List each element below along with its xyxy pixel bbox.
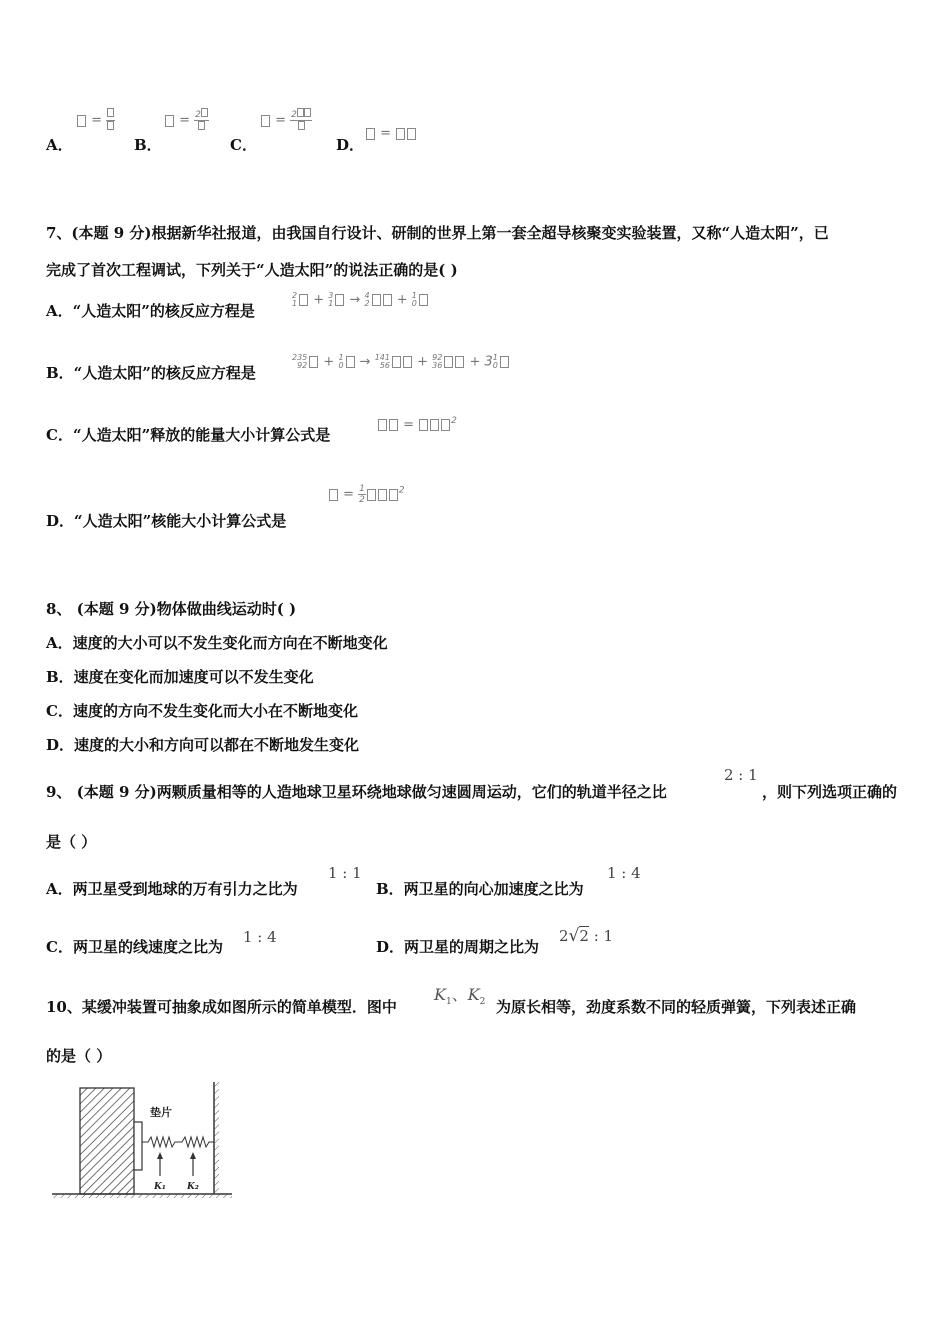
k2-arrow-head <box>190 1152 196 1159</box>
q10-k2-sub: 2 <box>479 997 486 1008</box>
q9-stem-line2: 是（ ） <box>46 833 97 851</box>
q9-option-a-ratio: 1 : 1 <box>328 864 362 882</box>
q8-option-d: D．速度的大小和方向可以都在不断地发生变化 <box>46 736 360 754</box>
q7-option-c <box>46 424 330 445</box>
q10-k1: K <box>434 985 446 1004</box>
q9-stem-post: ，则下列选项正确的 <box>762 783 898 801</box>
q7-stem-line1: 7、(本题 9 分)根据新华社报道，由我国自行设计、研制的世界上第一套全超导核聚变实验装置，又称“人造太阳”，已 <box>46 224 829 242</box>
q7-formula-b: 235 92 + 1 0 → 141 56 + 92 36 + 3 1 0 <box>292 354 510 370</box>
q9-option-d-ratio: 2√2 : 1 <box>559 926 614 946</box>
spring-k1 <box>142 1137 178 1147</box>
q8-option-b: B．速度在变化而加速度可以不发生变化 <box>46 668 314 686</box>
q6-option-b-label: B． <box>134 136 162 154</box>
q8-stem: 8、 (本题 9 分)物体做曲线运动时( ) <box>46 600 297 618</box>
q7-option-c-text: C．“人造太阳”释放的能量大小计算公式是 <box>46 426 331 444</box>
q6-formula-b: = 2 <box>164 108 209 133</box>
q6-option-d-label: D． <box>336 136 365 154</box>
q7-formula-a: 2 1 + 3 1 → 4 2 + 1 0 <box>292 292 429 308</box>
q7-option-a-text: A．“人造太阳”的核反应方程是 <box>46 302 255 320</box>
q7-option-b <box>46 362 256 383</box>
q9-stem-pre: 9、 (本题 9 分)两颗质量相等的人造地球卫星环绕地球做匀速圆周运动，它们的轨道半径之比 <box>46 783 667 801</box>
q9-option-d-ratio-coef: 2 <box>559 927 569 945</box>
q9-option-b: B．两卫星的向心加速度之比为 <box>376 880 584 898</box>
q7-formula-d: = $\frac{1}{2}$ $^2$ <box>328 484 405 505</box>
q10-k1-sub: 1 <box>445 997 452 1008</box>
q9-option-d: D．两卫星的周期之比为 <box>376 938 540 956</box>
spring-k2 <box>178 1137 214 1147</box>
q9-option-b-ratio: 1 : 4 <box>607 864 641 882</box>
q6-option-b <box>134 134 162 155</box>
q6-option-c-label: C． <box>230 136 257 154</box>
q7-stem-line2: 完成了首次工程调试，下列关于“人造太阳”的说法正确的是( ) <box>46 261 458 279</box>
q10-stem-pre: 10、某缓冲装置可抽象成如图所示的简单模型．图中 <box>46 998 397 1016</box>
q9-option-c-ratio: 1 : 4 <box>243 928 277 946</box>
q6-option-c <box>230 134 257 155</box>
q9-option-c: C．两卫星的线速度之比为 <box>46 938 223 956</box>
q6-formula-a: = <box>76 108 115 133</box>
q10-stem-line2: 的是（ ） <box>46 1047 112 1065</box>
q7-option-b-text: B．“人造太阳”的核反应方程是 <box>46 364 256 382</box>
sliding-block <box>80 1088 134 1194</box>
q10-springs-symbols <box>434 982 485 1007</box>
q6-option-a <box>46 134 73 155</box>
wall-hatch <box>214 1082 219 1194</box>
pad-plate <box>134 1122 142 1170</box>
q9-option-d-ratio-root: 2 <box>579 927 589 945</box>
label-k1: K₁ <box>154 1182 166 1192</box>
q9-stem-ratio: 2 : 1 <box>724 766 758 784</box>
label-pad: 垫片 <box>150 1106 172 1119</box>
k1-arrow-head <box>157 1152 163 1159</box>
q7-option-d-text: D．“人造太阳”核能大小计算公式是 <box>46 512 287 530</box>
q7-formula-c: = $^2$ <box>377 416 457 432</box>
ground-hatch <box>52 1194 232 1198</box>
q10-stem-post: 为原长相等，劲度系数不同的轻质弹簧，下列表述正确 <box>496 998 857 1016</box>
q9-option-a: A．两卫星受到地球的万有引力之比为 <box>46 880 298 898</box>
q7-option-d <box>46 510 286 531</box>
q6-option-a-label: A． <box>46 136 73 154</box>
q6-formula-d: = <box>365 126 417 141</box>
q6-option-d <box>336 134 364 155</box>
q10-k2: K <box>467 985 480 1004</box>
q8-option-a: A．速度的大小可以不发生变化而方向在不断地变化 <box>46 634 388 652</box>
q7-option-a <box>46 300 255 321</box>
buffer-device-figure <box>48 1076 248 1201</box>
q10-sep: 、 <box>451 985 468 1004</box>
q6-formula-c: = 2 <box>260 108 312 133</box>
label-k2: K₂ <box>187 1182 199 1192</box>
q8-option-c: C．速度的方向不发生变化而大小在不断地变化 <box>46 702 358 720</box>
q9-option-d-ratio-post: : 1 <box>588 927 614 945</box>
